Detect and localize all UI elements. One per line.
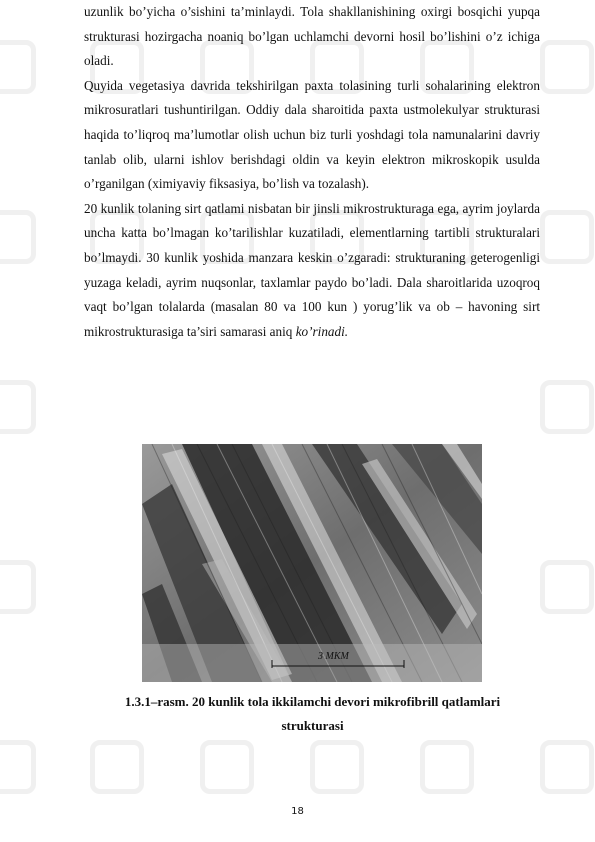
micrograph-figure xyxy=(142,444,482,682)
paragraph-1: uzunlik bo’yicha o’sishini ta’minlaydi. Tola shakllanishining oxirgi bosqichi yupqa strukturasi hozirgacha noaniq bo’lgan uchlamchi devorni hosil bo’lishini o’z ichiga oladi. xyxy=(84,4,540,69)
caption-line-2: strukturasi xyxy=(281,718,344,733)
page-number: 18 xyxy=(291,806,304,817)
paragraph-3 xyxy=(84,197,540,345)
micrograph-image xyxy=(142,444,482,682)
body-text xyxy=(84,0,540,344)
figure-caption xyxy=(90,690,535,738)
paragraph-3-text: 20 kunlik tolaning sirt qatlami nisbatan bir jinsli mikrostrukturaga ega, ayrim joylarda uncha katta bo’lmagan ko’tarilishlar kuzatiladi, elementlarning tartibli strukturalari bo’lmaydi. 30 kunlik yoshida manzara keskin o’zgaradi: strukturaning geterogenligi yuzaga keladi, ayrim nuqsonlar, taxlamlar paydo bo’ladi. Dala sharoitlarida uzoqroq vaqt bo’lgan tolalarda (masalan 80 va 100 kun ) yorug’lik va ob – havoning sirt mikrostrukturasiga ta’siri samarasi aniq xyxy=(84,200,540,339)
paragraph-2: Quyida vegetasiya davrida tekshirilgan paxta tolasining turli sohalarining elektron mikrosuratlari tushuntirilgan. Oddiy dala sharoitida paxta ustmolekulyar strukturasi haqida to’liqroq ma’lumotlar olish uchun biz turli yoshdagi tola namunalarini davriy tanlab olib, ularni ishlov berishdagi oldin va keyin elektron mikroskopik usulda o’rganilgan (ximiyaviy fiksasiya, bo’lish va tozalash). xyxy=(84,77,540,192)
caption-line-1: 1.3.1–rasm. 20 kunlik tola ikkilamchi devori mikrofibrill qatlamlari xyxy=(124,694,501,709)
paragraph-3-italic: ko’rinadi. xyxy=(295,323,349,339)
scale-label: 3 MKM xyxy=(318,651,349,662)
